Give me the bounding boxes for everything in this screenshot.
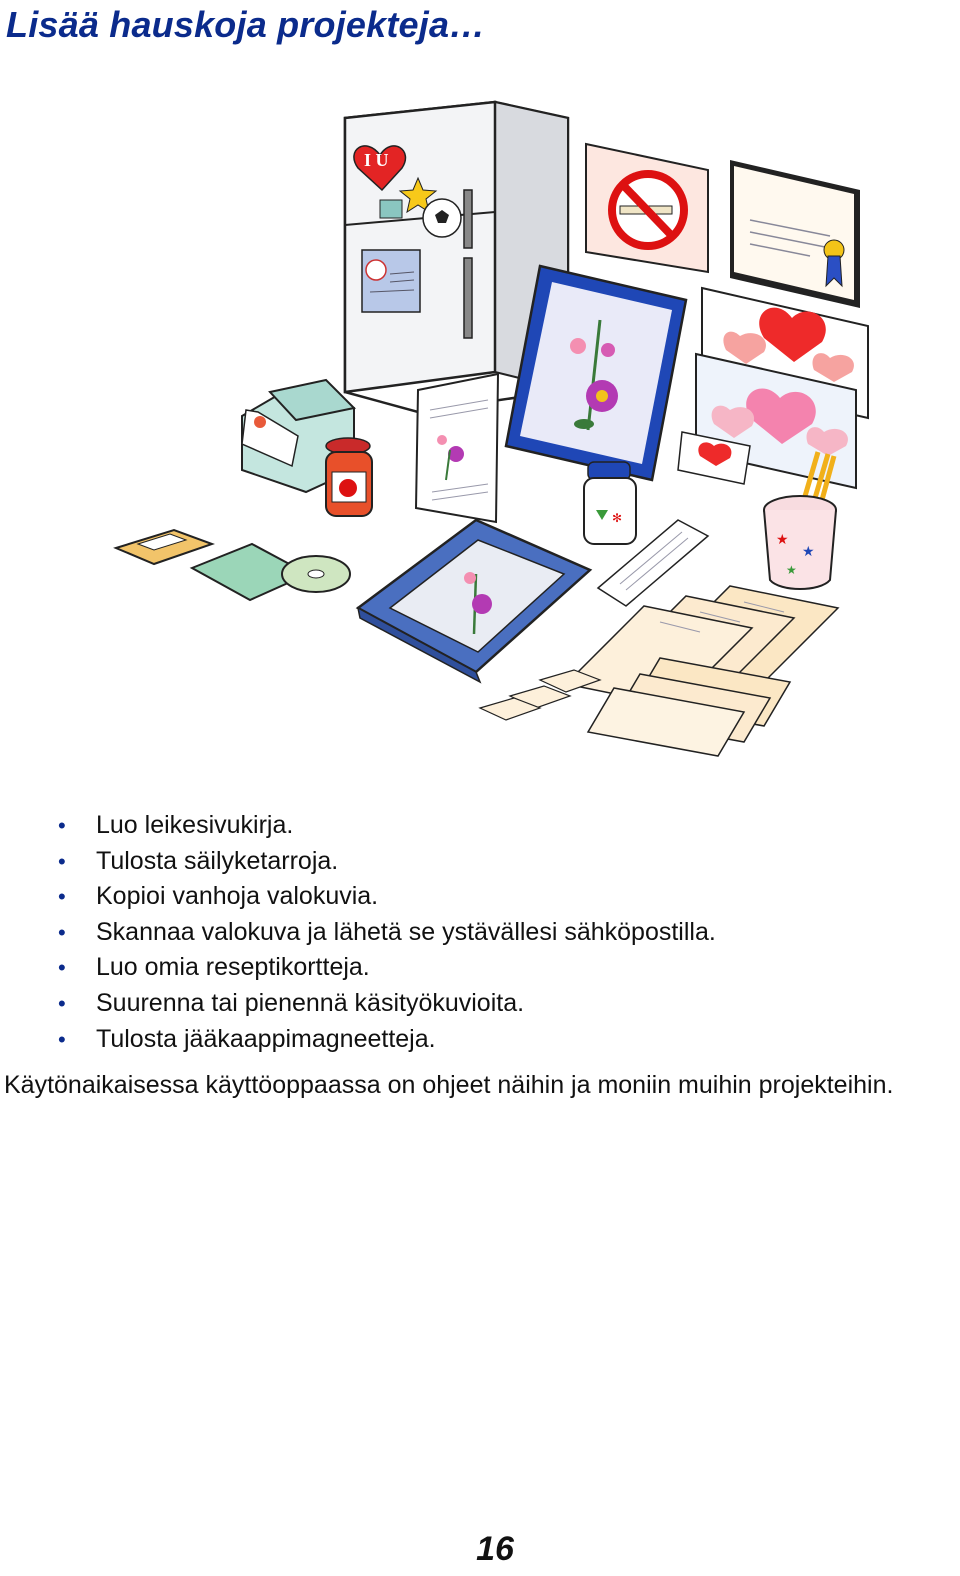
greeting-card-icon — [416, 374, 498, 522]
soccer-ball-icon — [423, 199, 461, 237]
photo-album-icon — [358, 520, 590, 682]
bullet-icon: • — [58, 848, 66, 874]
list-item — [58, 808, 716, 844]
floppy-disk-icon — [116, 530, 212, 564]
svg-text:★: ★ — [776, 532, 789, 548]
bullet-icon: • — [58, 990, 66, 1016]
list-item-text: Tulosta säilyketarroja. — [96, 846, 339, 875]
jam-jar-icon — [326, 438, 372, 516]
svg-text:✻: ✻ — [612, 511, 623, 525]
bullet-icon: • — [58, 955, 66, 981]
list-item — [58, 844, 716, 880]
list-item-text: Skannaa valokuva ja lähetä se ystävällesi sähköpostilla. — [96, 917, 716, 946]
bullet-icon: • — [58, 1026, 66, 1052]
list-item — [58, 950, 716, 986]
craft-projects-illustration — [100, 60, 880, 780]
magnet-label: I U — [364, 150, 389, 170]
list-item-text: Luo omia reseptikortteja. — [96, 953, 370, 982]
project-list — [58, 808, 716, 1057]
list-item-text: Luo leikesivukirja. — [96, 811, 294, 839]
page-number: 16 — [476, 1530, 514, 1568]
svg-text:★: ★ — [786, 563, 797, 577]
list-item-text: Suurenna tai pienennä käsityökuvioita. — [96, 988, 525, 1017]
list-item — [58, 915, 716, 951]
svg-text:★: ★ — [802, 544, 815, 560]
page-title: Lisää hauskoja projekteja… — [6, 4, 486, 45]
list-item-text: Kopioi vanhoja valokuvia. — [96, 882, 379, 911]
list-item — [58, 1022, 716, 1058]
business-card-icon — [480, 670, 600, 720]
framed-flower-icon — [506, 266, 686, 480]
list-item — [58, 879, 716, 915]
bullet-icon: • — [58, 813, 66, 838]
list-item — [58, 986, 716, 1022]
footer-text: Käytönaikaisessa käyttöoppaassa on ohjeet näihin ja moniin muihin projekteihin. — [4, 1071, 894, 1099]
list-item-text: Tulosta jääkaappimagneetteja. — [96, 1024, 436, 1053]
bullet-icon: • — [58, 884, 66, 910]
cd-icon — [192, 544, 350, 600]
bullet-icon: • — [58, 919, 66, 945]
medicine-bottle-icon — [584, 462, 636, 544]
no-smoking-sign-icon — [586, 144, 708, 272]
